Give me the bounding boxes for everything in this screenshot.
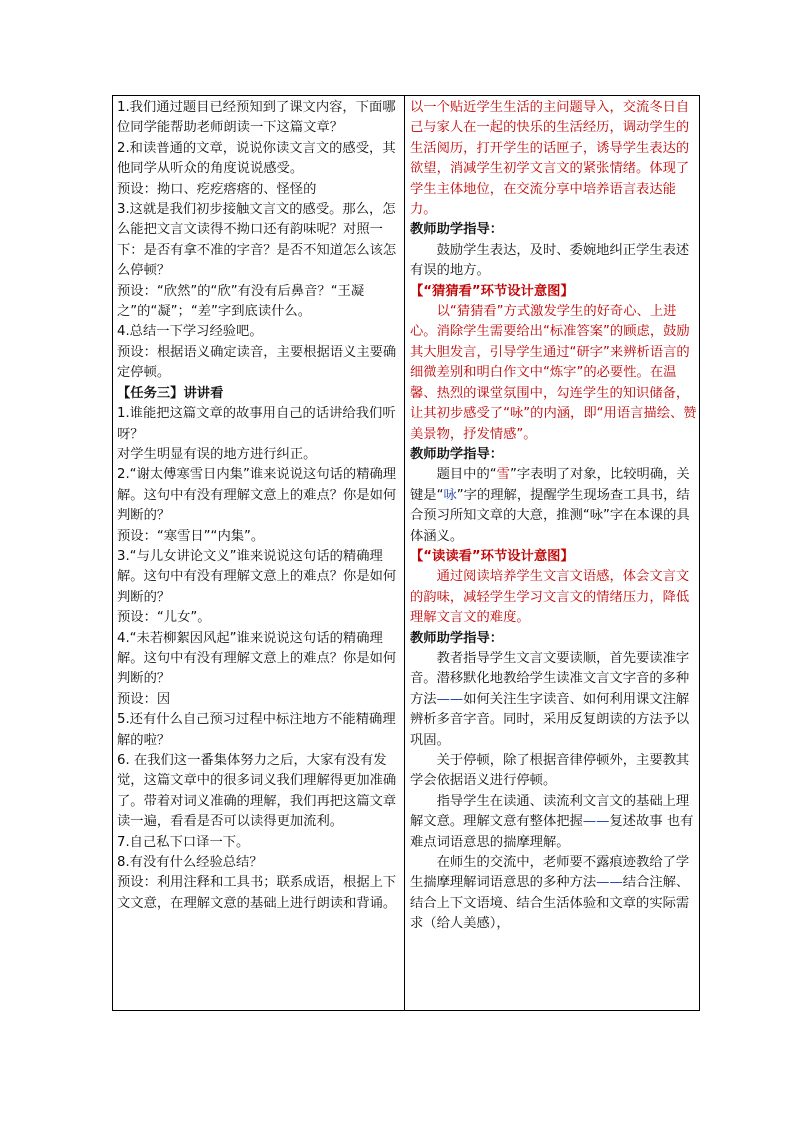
column-divider [404, 96, 405, 1010]
dash: —— [436, 691, 464, 707]
guidance-paragraph-2: 关于停顿，除了根据音律停顿外，主要教其学会依据语义进行停顿。 [410, 753, 690, 789]
teacher-guidance-title-3: 教师助学指导： [410, 630, 504, 646]
retell-item-4: 4.“未若柳絮因风起”谁来说说这句话的精确理解。这句中有没有理解文意上的难点？你是如何判断的？ [117, 630, 397, 687]
highlight-lianzi: 炼字 [549, 365, 577, 381]
retell-preset-4: 预设：因 [117, 691, 171, 707]
text-run: 如何关注生字读音、如何利用课文注解辨析多音字音。同时，采用反复朗读的方法予以巩固。 [410, 691, 690, 748]
retell-item-6: 6. 在我们这一番集体努力之后，大家有没有发觉，这篇文章中的很多词义我们理解得更加准确了。带着对词义准确的理解，我们再把这篇文章读一遍，看看是否可以读得更加流利。 [117, 753, 397, 830]
retell-item-3: 3.“与儿女讲论文义”谁来说说这句话的精确理解。这句中有没有理解文意上的难点？你是如何判断的？ [117, 548, 397, 605]
left-column [117, 98, 401, 914]
intro-intent: 以一个贴近学生生活的主问题导入，交流冬日自己与家人在一起的快乐的生活经历，调动学生的生活阅历，打开学生的话匣子，诱导学生表达的欲望，消减学生初学文言文的紧张情绪。体现了学生主体地位，在交流分享中培养语言表达能力。 [410, 100, 690, 218]
task-item-4: 4.总结一下学习经验吧。 [117, 324, 263, 340]
retell-item-5: 5.还有什么自己预习过程中标注地方不能精确理解的啦？ [117, 712, 396, 748]
task-item-3: 3.这就是我们初步接触文言文的感受。那么，怎么能把文言文读得不拗口还有韵味呢？对照一下：是否有拿不准的字音？是否不知道怎么该怎么停顿？ [117, 202, 397, 279]
preset-2: 预设：拗口、疙疙瘩瘩的、怪怪的 [117, 181, 317, 197]
retell-note-1: 对学生明显有误的地方进行纠正。 [117, 446, 317, 462]
dash: —— [596, 875, 623, 891]
text-run: 教者指导学生文言文要读顺，首先要读准字音。潜移默化地教给学生读准文言文字音的多种方法 [410, 650, 690, 707]
guidance-paragraph-4 [410, 853, 697, 935]
lesson-table [112, 95, 700, 1011]
teacher-guidance-text-2 [410, 465, 697, 547]
right-column [410, 98, 697, 935]
retell-preset-3: 预设：“儿女”。 [117, 610, 211, 626]
read-design-text: 通过阅读培养学生文言文语感，体会文言文的韵味，减轻学生学习文言文的情绪压力，降低理解文言文的难度。 [410, 569, 690, 626]
highlight-yong: 咏 [443, 487, 457, 503]
task-item-1: 1.我们通过题目已经预知到了课文内容，下面哪位同学能帮助老师朗读一下这篇文章？ [117, 100, 396, 136]
text-run: 复述故事 也有难点词语意思的揣摩理解。 [410, 814, 694, 850]
guess-design-title: 【“猜猜看”环节设计意图】 [410, 283, 574, 299]
teacher-guidance-title-2: 教师助学指导： [410, 446, 504, 462]
text-run: ”字的理解，提醒学生现场查工具书，结合预习所知文章的大意，推测“咏”字在本课的具体涵义。 [410, 487, 690, 544]
teacher-guidance-title-1: 教师助学指导： [410, 222, 504, 238]
preset-3: 预设：“欣然”的“欣”有没有后鼻音？“王凝之”的“凝”；“差”字到底读什么。 [117, 283, 365, 320]
guidance-paragraph-3 [410, 792, 697, 853]
guess-design-text [410, 302, 697, 445]
retell-item-1: 1.谁能把这篇文章的故事用自己的话讲给我们听呀？ [117, 406, 396, 442]
teacher-guidance-text-1: 鼓励学生表达，及时、委婉地纠正学生表述有误的地方。 [410, 242, 690, 279]
task-three-heading: 【任务三】讲讲看 [117, 385, 224, 401]
retell-item-8: 8.有没有什么经验总结？ [117, 855, 263, 871]
retell-item-7: 7.自己私下口译一下。 [117, 834, 250, 850]
text-run: 在师生的交流中，老师要不露痕迹教给了学生揣摩理解词语意思的多种方法 [410, 855, 690, 891]
highlight-yanzi: 研字 [576, 344, 604, 360]
text-run: ”来辨析语言的细微差别和明白作文中“ [410, 344, 690, 381]
text-run: 指导学生在读通、读流利文言文的基础上理解文意。理解文意有整体把握 [410, 793, 690, 830]
retell-preset-2: 预设：“寒雪日”“内集”。 [117, 528, 265, 544]
highlight-guess: 猜猜看 [456, 304, 497, 320]
text-run: ”方式激发学生的好奇心、上进心。消除学生需要给出“标准答案”的顾虑，鼓励其大胆发言，引导学生通过“ [410, 304, 690, 360]
guidance-paragraph-1 [410, 649, 697, 751]
text-run: 结合注解、结合上下文语境、结合生活体验和文章的实际需求（给人美感）， [410, 875, 690, 932]
text-run: ”字表明了对象，比较明确，关键是“ [410, 467, 690, 503]
highlight-xue: 雪 [496, 467, 510, 483]
dash: —— [582, 814, 610, 830]
text-run: 以“ [436, 304, 457, 320]
read-design-title: 【“读读看”环节设计意图】 [410, 548, 574, 564]
retell-preset-8: 预设：利用注释和工具书；联系成语，根据上下文文意，在理解文意的基础上进行朗读和背诵。 [117, 875, 397, 911]
retell-item-2: 2.“谢太傅寒雪日内集”谁来说说这句话的精确理解。这句中有没有理解文意上的难点？你是如何判断的？ [117, 467, 397, 524]
text-run: 题目中的“ [436, 467, 497, 483]
preset-4: 预设：根据语义确定读音，主要根据语义主要确定停顿。 [117, 344, 397, 381]
task-item-2: 2.和读普通的文章，说说你读文言文的感受，其他同学从听众的角度说说感受。 [117, 140, 396, 177]
text-run: ”的必要性。在温馨、热烈的课堂氛围中，勾连学生的知识储备，让其初步感受了“咏”的内涵，即“用语言描绘、赞美景物，抒发情感”。 [410, 365, 697, 442]
